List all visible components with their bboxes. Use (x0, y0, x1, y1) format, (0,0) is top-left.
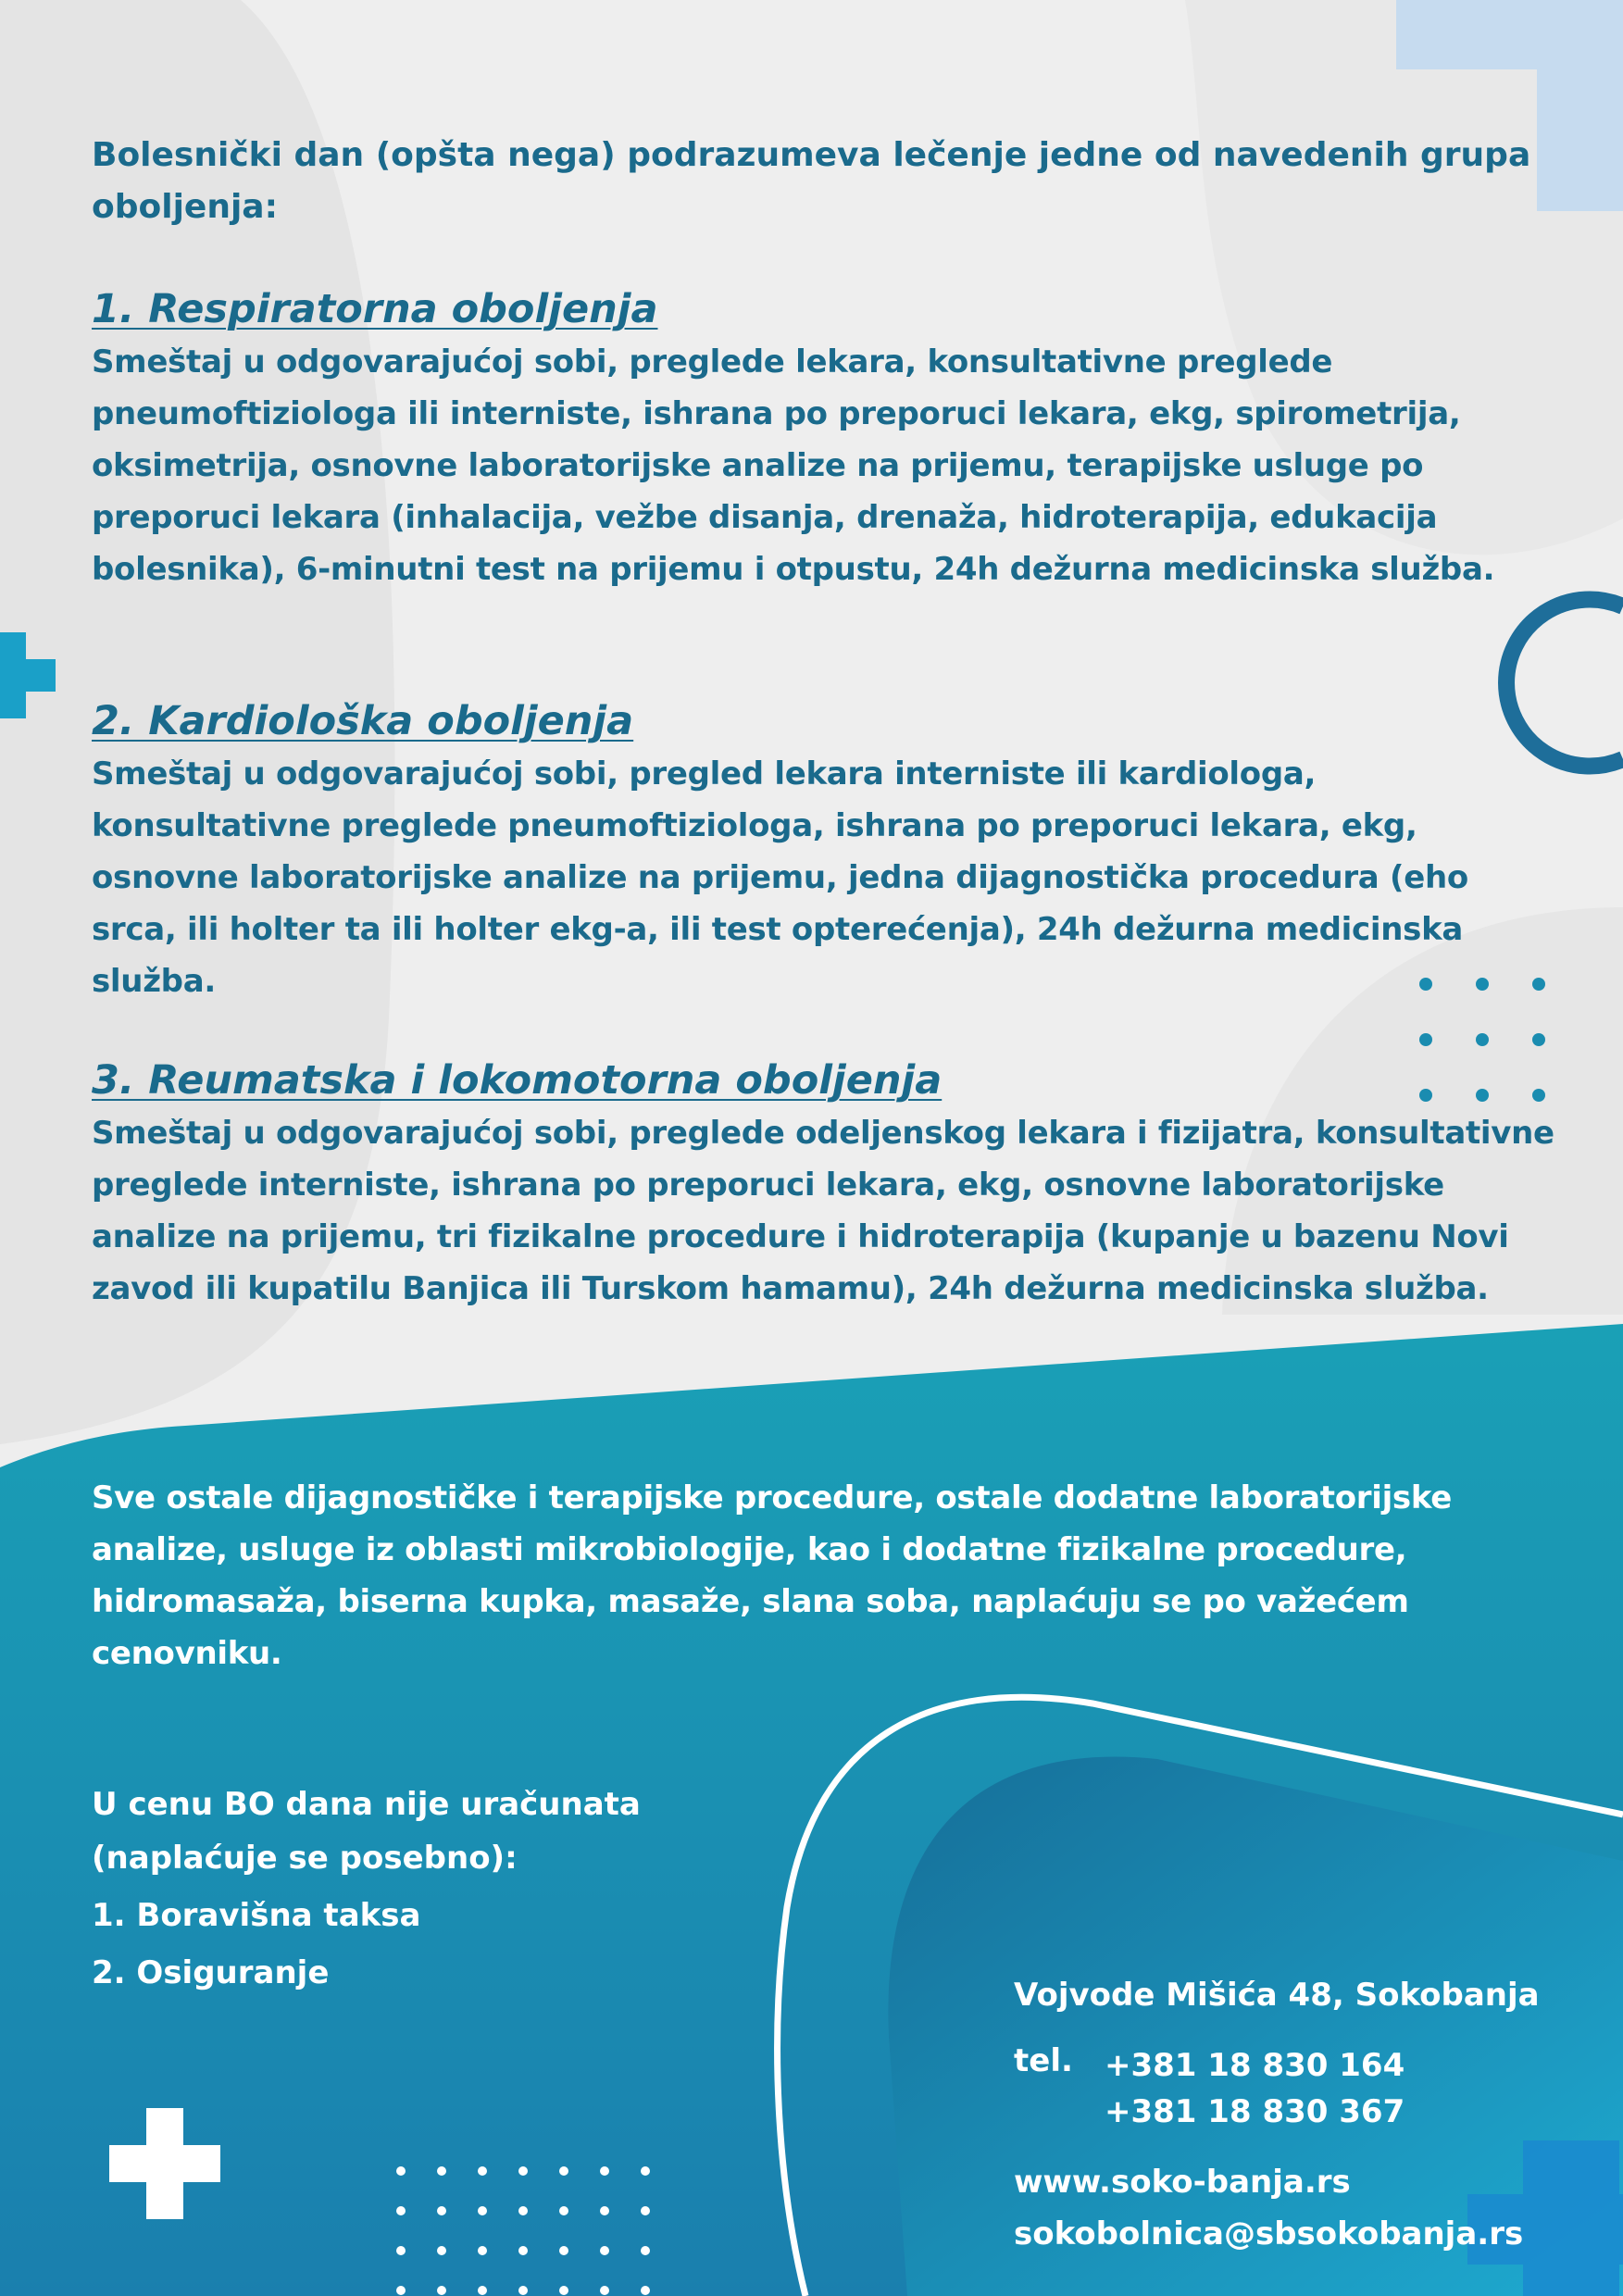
section-title: 2. Kardiološka oboljenja (92, 698, 634, 744)
extra-item: 1. Boravišna taksa (92, 1897, 421, 1934)
section-title: 3. Reumatska i lokomotorna oboljenja (92, 1057, 943, 1104)
phone-row (1014, 2042, 1540, 2135)
website-link[interactable]: www.soko-banja.rs (1014, 2164, 1351, 2201)
tel-label: tel. (1014, 2042, 1073, 2079)
extra-heading-line1: U cenu BO dana nije uračunata (92, 1786, 641, 1823)
email-link[interactable]: sokobolnica@sbsokobanja.rs (1014, 2215, 1524, 2252)
phone-numbers (1105, 2042, 1405, 2135)
extra-heading-line2: (naplaćuje se posebno): (92, 1840, 518, 1877)
section-cardiology (92, 694, 1554, 1007)
section-respiratory (92, 282, 1554, 595)
section-body: Smeštaj u odgovarajućoj sobi, preglede lekara, konsultativne preglede pneumoftiziologa ili interniste, ishrana po preporuci lekara, ekg, spirometrija, oksimetrija, osnovne laboratorijske analize na prijemu, terapijske usluge po preporuci lekara (inhalacija, vežbe disanja, drenaža, hidroterapija, edukacija bolesnika), 6-minutni test na prijemu i otpustu, 24h dežurna medicinska služba. (92, 343, 1495, 588)
extra-item: 2. Osiguranje (92, 1954, 330, 1991)
section-title: 1. Respiratorna oboljenja (92, 286, 658, 332)
section-rheumatology (92, 1054, 1554, 1315)
contact-block (1014, 1972, 1540, 2257)
section-body: Smeštaj u odgovarajućoj sobi, pregled lekara interniste ili kardiologa, konsultativne preglede pneumoftiziologa, ishrana po preporuci lekara, ekg, osnovne laboratorijske analize na prijemu, jedna dijagnostička procedura (eho srca, ili holter ta ili holter ekg-a, ili test opterećenja), 24h dežurna medicinska služba. (92, 755, 1468, 1000)
extra-charges (92, 1778, 641, 2000)
section-body: Smeštaj u odgovarajućoj sobi, preglede odeljenskog lekara i fizijatra, konsultativne preglede interniste, ishrana po preporuci lekara, ekg, osnovne laboratorijske analize na prijemu, tri fizikalne procedure i hidroterapija (kupanje u bazenu Novi zavod ili kupatilu Banjica ili Turskom hamamu), 24h dežurna medicinska služba. (92, 1115, 1554, 1307)
phone-number[interactable]: +381 18 830 367 (1105, 2093, 1405, 2130)
pricing-note: Sve ostale dijagnostičke i terapijske procedure, ostale dodatne laboratorijske analize, usluge iz oblasti mikrobiologije, kao i dodatne fizikalne procedure, hidromasaža, biserna kupka, masaže, slana soba, naplaćuju se po važećem cenovniku. (92, 1479, 1453, 1672)
address: Vojvode Mišića 48, Sokobanja (1014, 1977, 1540, 2014)
main-content (92, 130, 1554, 1307)
intro-text: Bolesnički dan (opšta nega) podrazumeva lečenje jedne od navedenih grupa oboljenja: (92, 136, 1531, 226)
phone-number[interactable]: +381 18 830 164 (1105, 2047, 1405, 2084)
